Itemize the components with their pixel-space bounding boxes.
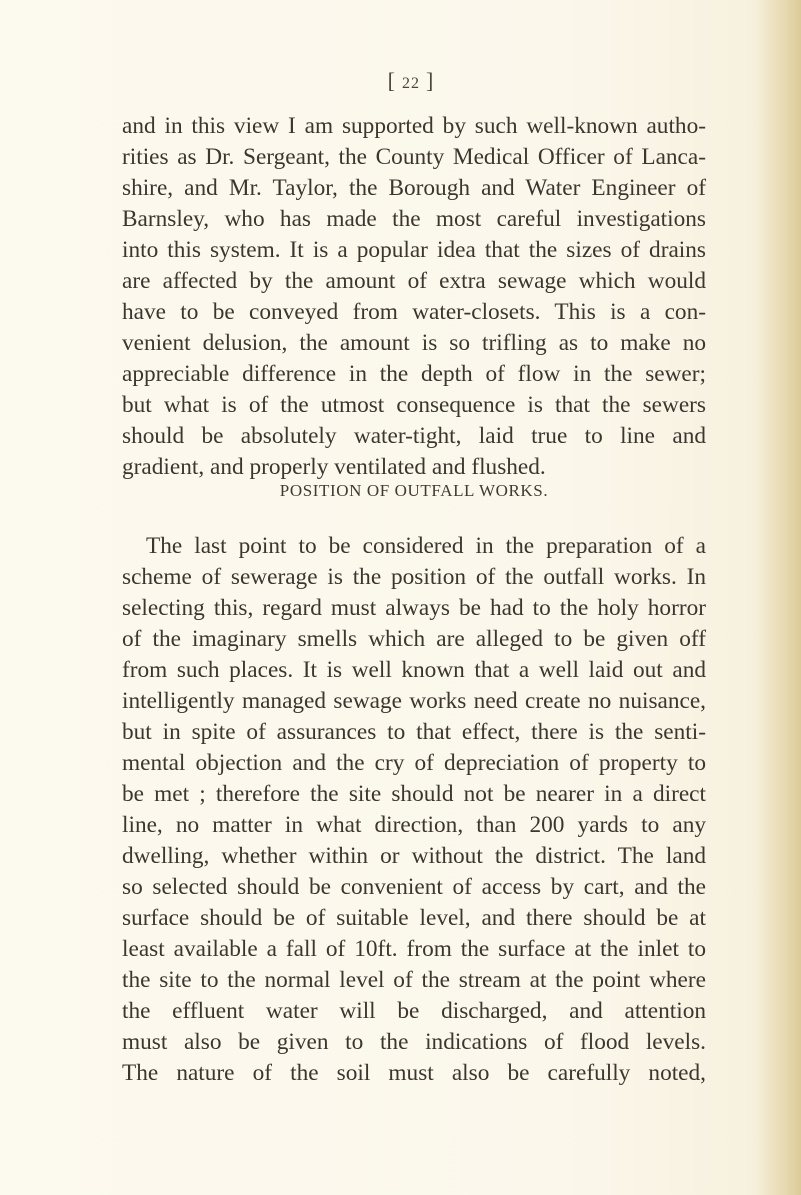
paragraph-2-line-1: The last point to be considered in the preparation of a (146, 533, 706, 559)
paragraph-1-line-7: have to be conveyed from water-closets. This is a con- (122, 299, 706, 325)
paragraph-2-line-9: be met ; therefore the site should not be nearer in a direct (122, 781, 706, 807)
paragraph-2-line-4: of the imaginary smells which are alleged to be given off (122, 626, 706, 652)
page-number-bracket-close: ] (426, 68, 435, 93)
paragraph-1-line-2: rities as Dr. Sergeant, the County Medical Officer of Lanca- (122, 144, 706, 170)
paragraph-2-line-2: scheme of sewerage is the position of the outfall works. In (122, 564, 706, 590)
paragraph-2-line-12: so selected should be convenient of access by cart, and the (122, 874, 706, 900)
page-number-bracket-open: [ (387, 68, 396, 93)
paragraph-1-line-11: should be absolutely water-tight, laid true to line and (122, 423, 706, 449)
page-number-value: 22 (402, 75, 420, 92)
paragraph-2-line-7: but in spite of assurances to that effect, there is the senti- (122, 719, 706, 745)
section-heading: POSITION OF OUTFALL WORKS. (279, 481, 549, 500)
paragraph-2-line-5: from such places. It is well known that a well laid out and (122, 657, 706, 683)
paragraph-1-line-1: and in this view I am supported by such well-known autho- (122, 113, 706, 139)
paragraph-2-line-6: intelligently managed sewage works need create no nuisance, (122, 688, 706, 714)
paragraph-1-line-10: but what is of the utmost consequence is that the sewers (122, 392, 706, 418)
paragraph-1-line-4: Barnsley, who has made the most careful investigations (122, 206, 706, 232)
paragraph-1-line-8: venient delusion, the amount is so trifling as to make no (122, 330, 706, 356)
paragraph-1-line-3: shire, and Mr. Taylor, the Borough and Water Engineer of (122, 175, 706, 201)
paragraph-2-line-10: line, no matter in what direction, than 200 yards to any (122, 812, 706, 838)
paragraph-1-line-12: gradient, and properly ventilated and flushed. (122, 454, 546, 480)
paragraph-2-line-17: must also be given to the indications of flood levels. (122, 1029, 706, 1055)
paragraph-2-line-11: dwelling, whether within or without the district. The land (122, 843, 706, 869)
paragraph-1-line-6: are affected by the amount of extra sewage which would (122, 268, 706, 294)
paragraph-2-line-14: least available a fall of 10ft. from the surface at the inlet to (122, 936, 706, 962)
paragraph-2-line-18: The nature of the soil must also be carefully noted, (122, 1060, 706, 1086)
paragraph-1-line-9: appreciable difference in the depth of flow in the sewer; (122, 361, 706, 387)
paragraph-2-line-13: surface should be of suitable level, and there should be at (122, 905, 706, 931)
paragraph-2-line-3: selecting this, regard must always be had to the holy horror (122, 595, 706, 621)
paragraph-2-line-8: mental objection and the cry of depreciation of property to (122, 750, 706, 776)
paragraph-1-line-5: into this system. It is a popular idea that the sizes of drains (122, 237, 706, 263)
paragraph-2-line-16: the effluent water will be discharged, and attention (122, 998, 706, 1024)
paragraph-2-line-15: the site to the normal level of the stream at the point where (122, 967, 706, 993)
